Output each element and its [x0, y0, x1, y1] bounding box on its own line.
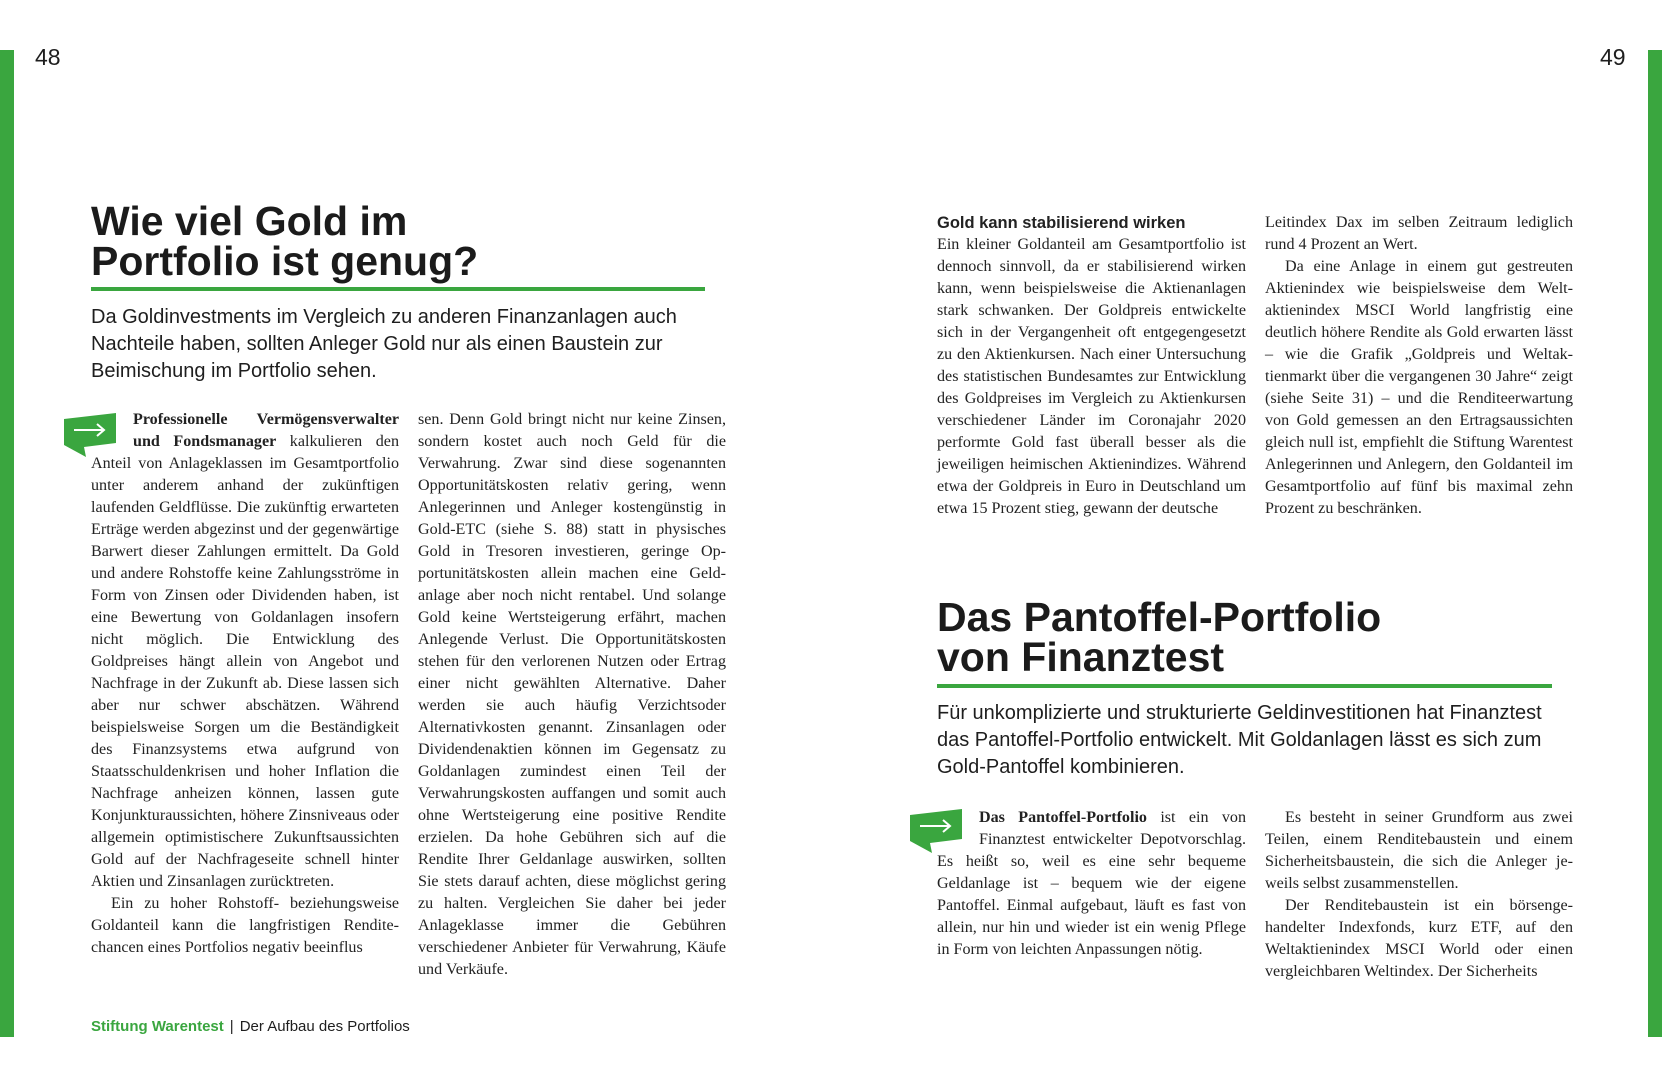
title-line: Wie viel Gold im	[91, 198, 408, 244]
body-paragraph: Leitindex Dax im selben Zeitraum lediglich rund 4 Prozent an Wert.	[1265, 214, 1573, 253]
lead-paragraph: Für unkomplizierte und strukturierte Geldinvestitionen hat Finanztest das Pantoffel-Portfolio entwickelt. Mit Goldanlagen lässt es sich zum Gold-Pantoffel kombinieren.	[937, 702, 1542, 778]
page-footer	[91, 1018, 410, 1035]
body-paragraph: Der Renditebaustein ist ein börsengehandelter Indexfonds, kurz ETF, auf den Weltaktienindex MSCI World oder einen vergleichbaren Weltindex. Der Sicherheits	[1265, 897, 1573, 980]
section-title-pantoffel	[937, 594, 1597, 680]
body-paragraph	[91, 409, 399, 893]
footer-separator: |	[229, 1018, 234, 1035]
footer-chapter: Der Aufbau des Portfolios	[239, 1018, 410, 1035]
page-number-right: 49	[1600, 44, 1626, 70]
body-paragraph: Es besteht in seiner Grundform aus zwei Teilen, einem Renditebaustein und einem Sicherheitsbaustein, die sich die Anleger jeweils selbst zusammenstellen.	[1265, 809, 1573, 892]
bold-lead-in: Professionelle Vermögensverwalter und Fondsmanager	[133, 411, 399, 450]
body-paragraph: Ein zu hoher Rohstoff- beziehungsweise Goldanteil kann die langfristigen Renditechancen eines Portfolios negativ beeinflus	[91, 895, 399, 956]
bold-lead-in: Das Pantoffel-Portfolio	[979, 809, 1147, 826]
text-column-1	[91, 409, 399, 959]
page-number-left: 48	[35, 44, 61, 70]
title-underline	[937, 684, 1552, 688]
arrow-flag-icon	[64, 413, 118, 457]
paragraph-text: ist ein von Finanztest entwickelter Depotvorschlag. Es heißt so, weil es eine sehr bequeme Geldanlage ist – bequem wie der eigene Pantoffel. Einmal aufgebaut, läuft es fast von allein, nur hin und wieder ist ein wenig Pflege in Form von leichten Anpassungen nötig.	[937, 809, 1246, 958]
text-column-4	[1265, 212, 1573, 520]
body-paragraph: sen. Denn Gold bringt nicht nur keine Zinsen, sondern kostet auch noch Geld für die Verwahrung. Zwar sind diese sogenannten Opportunitätskosten relativ gering, wenn Anlegerinnen und Anleger kostengünstig in Gold-ETC (siehe S. 88) statt in physisches Gold in Tresoren investieren, geringe Opportunitätskosten allein machen eine Geldanlage aber noch nicht rentabel. Und solange Gold keine Wertsteigerung erfährt, machen Anlegende Verlust. Die Opportunitätskosten stehen für den verlorenen Nutzen oder Ertrag einer nicht gewählten Alternative. Daher werden sie auch häufig Verzichtsoder Alternativkosten genannt. Zinsanlagen oder Dividendenaktien können im Gegensatz zu Goldanlagen zumindest einen Teil der Verwahrungskosten auffangen und somit auch ohne Wertsteigerung eine positive Rendite erzielen. Da hohe Gebühren sich auf die Rendite Ihrer Geldanlage auswirken, sollten Sie stets darauf achten, diese möglichst gering zu halten. Vergleichen Sie daher bei jeder Anlageklasse immer die Gebühren verschiedener Anbieter für Verwahrung, Käufe und Verkäufe.	[418, 411, 726, 978]
body-paragraph: Da eine Anlage in einem gut gestreuten Aktienindex wie beispielsweise dem Weltaktienindex MSCI World langfristig eine deutlich höhere Rendite als Gold erwarten lässt – wie die Grafik „Goldpreis und Weltaktienmarkt über die vergangenen 30 Jahre“ zeigt (siehe Seite 31) – und die Renditeerwartung von Gold gemessen an den Ertragsaussichten gleich null ist, empfiehlt die Stiftung Warentest Anlegerinnen und Anlegern, den Goldanteil im Gesamtportfolio auf fünf bis maximal zehn Prozent zu beschränken.	[1265, 258, 1573, 517]
left-page-edge-bar	[0, 50, 14, 1037]
body-paragraph	[937, 807, 1246, 961]
text-column-6	[1265, 807, 1573, 983]
footer-brand: Stiftung Warentest	[91, 1018, 224, 1035]
text-column-5	[937, 807, 1246, 961]
right-page-edge-bar	[1648, 50, 1662, 1037]
section-title-gold	[91, 198, 731, 284]
text-column-2	[418, 409, 726, 981]
text-column-3	[937, 212, 1246, 520]
title-underline	[91, 287, 705, 291]
arrow-flag-icon	[910, 809, 964, 853]
subsection-heading: Gold kann stabilisierend wirken	[937, 214, 1186, 232]
title-line: von Finanztest	[937, 634, 1225, 680]
paragraph-text: kalkulieren den Anteil von Anlageklassen im Gesamtportfolio unter anderem anhand der zukünftigen laufenden Geldflüsse. Die zukünftig erwarteten Erträge werden abgezinst und der gegenwärtige Barwert dieser Zahlungen ermittelt. Da Gold und andere Rohstoffe keine Zahlungsströme in Form von Zinsen oder Dividenden haben, ist eine Bewertung von Goldanlagen insofern nicht möglich. Die Entwicklung des Goldpreises hängt allein von Angebot und Nachfrage in der Zukunft ab. Diese lassen sich aber nur schwer abschätzen. Während beispielsweise Sorgen um die Beständigkeit des Finanzsystems etwa aufgrund von Staatsschuldenkrisen und hoher Inflation die Nachfrage anheizen können, lassen gute Konjunkturaussichten, höhere Zinsniveaus oder allgemein optimistischere Zukunftsaussichten Gold auf der Nachfrageseite schnell hinter Aktien und Zinsanlagen zurücktreten.	[91, 433, 399, 890]
body-paragraph: Ein kleiner Goldanteil am Gesamtportfolio ist dennoch sinnvoll, da er stabilisierend wirken kann, wenn beispielsweise die Aktienanlagen stark schwanken. Der Goldpreis entwickelte sich in der Vergangenheit oft entgegengesetzt zu den Aktienkursen. Nach einer Untersuchung des statistischen Bundesamtes zur Entwicklung des Goldpreises im Vergleich zu Aktienkursen verschiedener Länder im Coronajahr 2020 performte Gold fast überall besser als die jeweiligen heimischen Aktienindizes. Während etwa der Goldpreis in Euro in Deutschland um etwa 15 Prozent stieg, gewann der deutsche	[937, 236, 1246, 517]
title-line: Das Pantoffel-Portfolio	[937, 594, 1382, 640]
title-line: Portfolio ist genug?	[91, 238, 479, 284]
lead-paragraph: Da Goldinvestments im Vergleich zu anderen Finanzanlagen auch Nachteile haben, sollten Anleger Gold nur als einen Baustein zur Beimischung im Portfolio sehen.	[91, 306, 677, 382]
